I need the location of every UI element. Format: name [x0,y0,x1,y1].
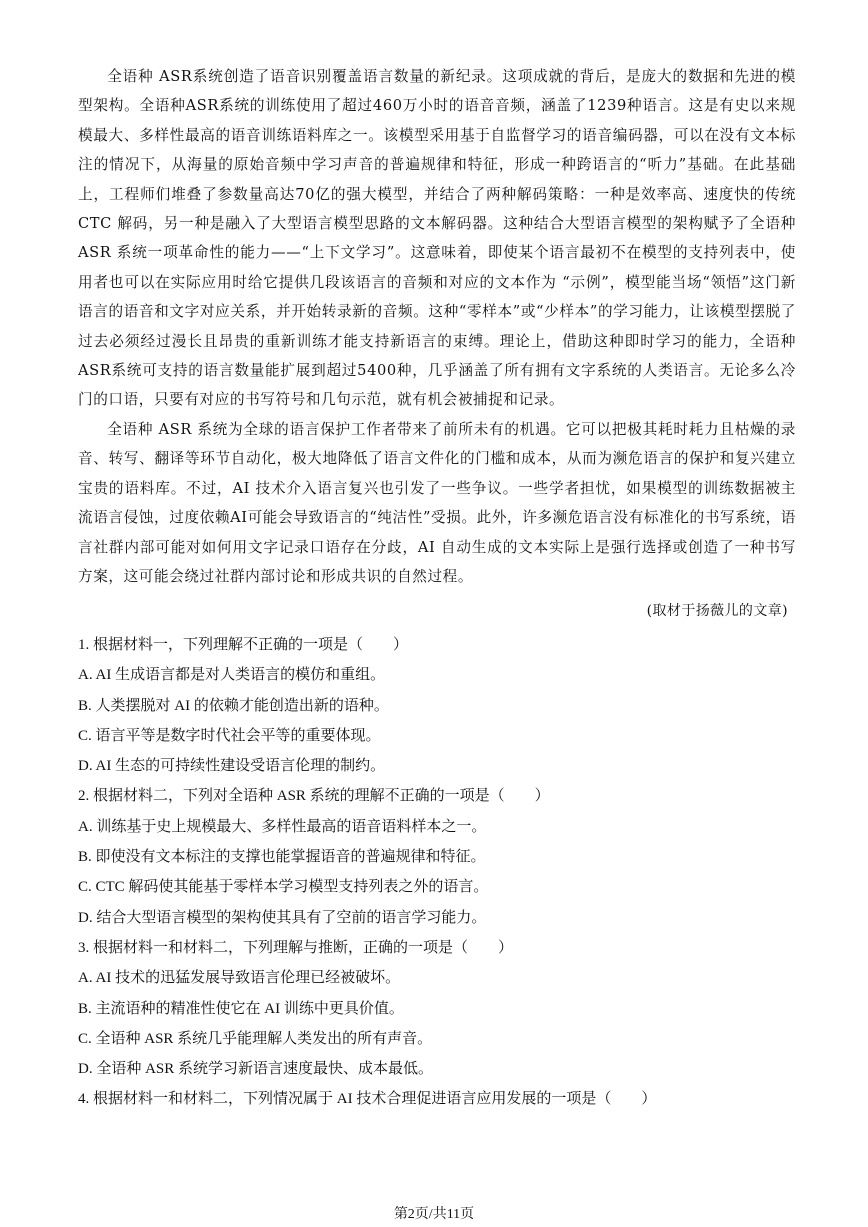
question-3 [78,933,796,1084]
page-number: 第2页/共11页 [393,1207,475,1222]
material-paragraph-2: 全语种 ASR 系统为全球的语言保护工作者带来了前所未有的机遇。它可以把极其耗时耗力且枯燥的录音、转写、翻译等环节自动化，极大地降低了语言文件化的门槛和成本，从而为濒危语言的保护和复兴建立宝贵的语料库。不过，AI 技术介入语言复兴也引发了一些争议。一些学者担忧，如果模型的训练数据被主流语言侵蚀，过度依赖AI可能会导致语言的“纯洁性”受损。此外，许多濒危语言没有标准化的书写系统，语言社群内部可能对如何用文字记录口语存在分歧，AI 自动生成的文本实际上是强行选择或创造了一种书写方案，这可能会绕过社群内部讨论和形成共识的自然过程。 [78,420,796,585]
option-a: A. AI 生成语言都是对人类语言的模仿和重组。 [78,667,386,684]
question-list [78,630,796,1115]
question-stem: 2. 根据材料二，下列对全语种 ASR 系统的理解不正确的一项是（ ） [78,788,550,805]
option-c: C. 语言平等是数字时代社会平等的重要体现。 [78,727,381,744]
material-paragraph-1: 全语种 ASR系统创造了语音识别覆盖语言数量的新纪录。这项成就的背后，是庞大的数据和先进的模型架构。全语种ASR系统的训练使用了超过460万小时的语音音频，涵盖了1239种语言。这是有史以来规模最大、多样性最高的语音训练语料库之一。该模型采用基于自监督学习的语音编码器，可以在没有文本标注的情况下，从海量的原始音频中学习声音的普遍规律和特征，形成一种跨语言的“听力”基础。在此基础上，工程师们堆叠了参数量高达70亿的强大模型，并结合了两种解码策略：一种是效率高、速度快的传统 CTC 解码，另一种是融入了大型语言模型思路的文本解码器。这种结合大型语言模型的架构赋予了全语种 ASR 系统一项革命性的能力——“上下文学习”。这意味着，即使某个语言最初不在模型的支持列表中，使用者也可以在实际应用时给它提供几段该语言的音频和对应的文本作为 “示例”，模型能当场“领悟”这门新语言的语音和文字对应关系，并开始转录新的音频。这种“零样本”或“少样本”的学习能力，让该模型摆脱了过去必须经过漫长且昂贵的重新训练才能支持新语言的束缚。理论上，借助这种即时学习的能力，全语种ASR系统可支持的语言数量能扩展到超过5400种，几乎涵盖了所有拥有文字系统的人类语言。无论多么冷门的口语，只要有对应的书写符号和几句示范，就有机会被捕捉和记录。 [78,68,796,409]
option-a: A. AI 技术的迅猛发展导致语言伦理已经被破坏。 [78,970,401,987]
question-stem: 1. 根据材料一，下列理解不正确的一项是（ ） [78,637,409,653]
option-c: C. CTC 解码使其能基于零样本学习模型支持列表之外的语言。 [78,879,489,896]
option-c: C. 全语种 ASR 系统几乎能理解人类发出的所有声音。 [78,1030,433,1047]
source-attribution: (取材于扬薇儿的文章) [646,603,788,619]
question-stem: 3. 根据材料一和材料二，下列理解与推断，正确的一项是（ ） [78,939,514,956]
option-b: B. 人类摆脱对 AI 的依赖才能创造出新的语种。 [78,697,389,714]
option-d: D. 结合大型语言模型的架构使其具有了空前的语言学习能力。 [78,909,487,926]
question-2 [78,781,796,932]
option-a: A. 训练基于史上规模最大、多样性最高的语音语料样本之一。 [78,818,487,835]
question-1 [78,630,796,781]
option-b: B. 主流语种的精准性使它在 AI 训练中更具价值。 [78,1000,404,1017]
question-stem: 4. 根据材料一和材料二，下列情况属于 AI 技术合理促进语言应用发展的一项是（ ） [78,1091,657,1108]
option-d: D. 全语种 ASR 系统学习新语言速度最快、成本最低。 [78,1061,434,1078]
question-4 [78,1084,796,1114]
option-b: B. 即使没有文本标注的支撑也能掌握语音的普遍规律和特征。 [78,849,486,866]
reading-material [78,62,796,591]
option-d: D. AI 生态的可持续性建设受语言伦理的制约。 [78,758,386,775]
